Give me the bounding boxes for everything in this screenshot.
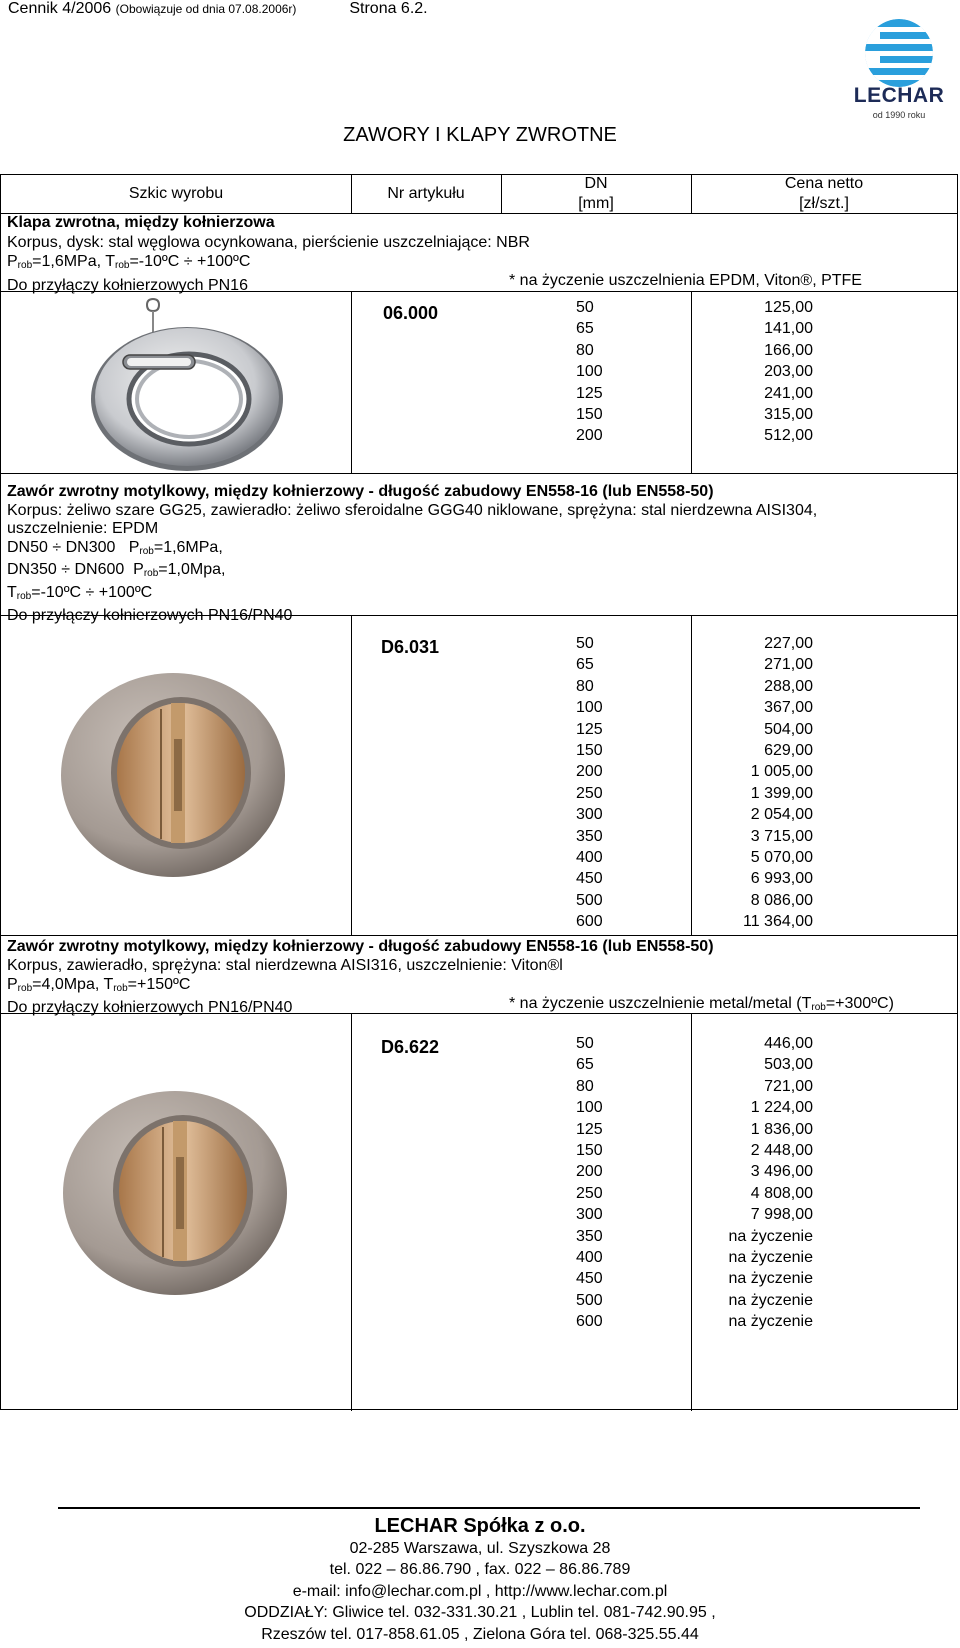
- price-value: 446,00: [764, 1035, 813, 1052]
- section-3-article-number: D6.622: [381, 1037, 440, 1057]
- lechar-logo: [846, 18, 952, 126]
- price-value: 721,00: [764, 1077, 813, 1095]
- price-value: 125,00: [764, 299, 813, 316]
- section-2-line3: DN50 ÷ DN300 $P_{rob}=1,6MPa$,: [7, 538, 223, 557]
- section-3-price-list: [683, 1033, 813, 1332]
- price-value: 1 399,00: [750, 784, 813, 802]
- section-2-heading: Zawór zwrotny motylkowy, między kołnierzowy - długość zabudowy EN558-16 (lub EN558-50): [7, 483, 714, 500]
- footer-branches-1: ODDZIAŁY: Gliwice tel. 032-331.30.21 , Lublin tel. 081-742.90.95 ,: [244, 1604, 716, 1621]
- section-1-article-number: 06.000: [383, 303, 439, 323]
- section-2-divider: [351, 615, 352, 935]
- col-header-article: Nr artykułu: [387, 185, 465, 202]
- section-2-rule: [1, 615, 957, 616]
- dn-value: 125: [576, 384, 603, 402]
- price-value: 5 070,00: [750, 848, 813, 866]
- col-header-price-line2: [zł/szt.]: [799, 195, 849, 212]
- dn-value: 250: [576, 784, 603, 802]
- dn-value: 65: [576, 656, 594, 674]
- footer-address: 02-285 Warszawa, ul. Szyszkowa 28: [349, 1539, 611, 1557]
- footer-rule: [58, 1507, 920, 1509]
- dn-value: 500: [576, 1291, 603, 1309]
- dual-plate-check-valve-image: [57, 669, 289, 881]
- price-value: 166,00: [764, 341, 813, 359]
- dn-value: 80: [576, 677, 594, 695]
- price-value: 11 364,00: [743, 913, 813, 931]
- section-3-line1: Korpus, zawieradło, sprężyna: stal nierdzewna AISI316, uszczelnienie: Viton®l: [7, 957, 563, 974]
- dn-value: 50: [576, 299, 594, 316]
- wafer-check-valve-image: [89, 295, 285, 471]
- dn-value: 250: [576, 1184, 603, 1202]
- dn-value: 600: [576, 1313, 603, 1331]
- logo-wordmark: LECHAR: [853, 84, 945, 107]
- section-1-description: [7, 213, 530, 295]
- dn-value: 450: [576, 870, 603, 888]
- dn-value: 100: [576, 363, 603, 381]
- section-3-line2: $P_{rob}=4,0Mpa$, $T_{rob}=+150ºC$: [7, 976, 191, 994]
- price-value: 2 054,00: [750, 806, 813, 824]
- price-value: 271,00: [764, 656, 813, 674]
- dn-value: 80: [576, 1077, 594, 1095]
- section-1-line1: Korpus, dysk: stal węglowa ocynkowana, pierścienie uszczelniające: NBR: [7, 233, 530, 251]
- dn-value: 100: [576, 699, 603, 717]
- price-value: 629,00: [764, 741, 813, 759]
- dn-value: 200: [576, 427, 603, 445]
- logo-graphic: [846, 18, 952, 88]
- col-header-price: [691, 174, 957, 214]
- price-value: 4 808,00: [750, 1184, 813, 1202]
- dn-value: 600: [576, 913, 603, 931]
- price-value: na życzenie: [728, 1291, 813, 1309]
- dn-value: 350: [576, 1227, 603, 1245]
- section-2-description: [7, 483, 817, 625]
- dn-value: 65: [576, 320, 594, 338]
- section-3-line3: Do przyłączy kołnierzowych PN16/PN40: [7, 999, 293, 1016]
- section-1-heading: Klapa zwrotna, między kołnierzowa: [7, 214, 275, 231]
- page-title: ZAWORY I KLAPY ZWROTNE: [343, 124, 617, 146]
- dn-value: 125: [576, 720, 603, 738]
- footer-phone: tel. 022 – 86.86.790 , fax. 022 – 86.86.789: [329, 1561, 631, 1578]
- section-3-heading: Zawór zwrotny motylkowy, między kołnierzowy - długość zabudowy EN558-16 (lub EN558-50): [7, 938, 714, 955]
- section-2-price-list: [683, 633, 813, 932]
- price-value: 2 448,00: [750, 1141, 813, 1159]
- price-value: 6 993,00: [750, 870, 813, 888]
- section-3-rule: [1, 1013, 957, 1014]
- price-value: 1 224,00: [750, 1099, 813, 1117]
- section-2-line4: DN350 ÷ DN600 $P_{rob}=1,0Mpa$,: [7, 561, 226, 580]
- dn-value: 300: [576, 806, 603, 824]
- dn-value: 300: [576, 1206, 603, 1224]
- section-3-dn-list: [576, 1033, 646, 1332]
- dn-value: 400: [576, 1248, 603, 1266]
- logo-since: od 1990 roku: [872, 110, 926, 120]
- price-value: 512,00: [764, 427, 813, 445]
- page-header: [8, 0, 428, 18]
- section-3-note: * na życzenie uszczelnienie metal/metal $(T_{rob}=+300ºC)$: [509, 995, 894, 1013]
- company-footer: [0, 1516, 960, 1645]
- price-value: 367,00: [764, 699, 813, 717]
- price-value: 315,00: [764, 405, 813, 423]
- dn-value: 350: [576, 827, 603, 845]
- price-value: 503,00: [764, 1056, 813, 1074]
- col-header-sketch: Szkic wyrobu: [128, 185, 224, 202]
- section-2-line5: $T_{rob}=-10ºC$ ÷ +100ºC: [7, 583, 153, 602]
- price-value: na życzenie: [728, 1248, 813, 1266]
- section-1-note: * na życzenie uszczelnienia EPDM, Viton®, PTFE: [509, 272, 862, 289]
- section-2-line1: Korpus: żeliwo szare GG25, zawieradło: żeliwo sferoidalne GGG40 niklowane, sprężyna: stal nierdzewna AISI304,: [7, 501, 818, 519]
- footer-branches-2: Rzeszów tel. 017-858.61.05 , Zielona Góra tel. 068-325.55.44: [261, 1625, 699, 1643]
- col-header-dn-line2: [mm]: [578, 195, 614, 212]
- section-2-rule: [1, 473, 957, 474]
- section-2-line6: Do przyłączy kołnierzowych PN16/PN40: [7, 606, 293, 624]
- validity-label: (Obowiązuje od dnia 07.08.2006r): [115, 2, 297, 16]
- price-value: 203,00: [764, 363, 813, 381]
- dn-value: 50: [576, 1035, 594, 1052]
- section-1-rule: [1, 291, 957, 292]
- price-value: na życzenie: [728, 1270, 813, 1288]
- price-value: 1 005,00: [750, 763, 813, 781]
- dn-value: 400: [576, 848, 603, 866]
- section-1-dn-list: [576, 297, 646, 447]
- dn-value: 125: [576, 1120, 603, 1138]
- price-value: na życzenie: [728, 1313, 813, 1331]
- price-value: 241,00: [764, 384, 813, 402]
- col-header-price-line1: Cena netto: [784, 175, 864, 192]
- price-value: 227,00: [764, 635, 813, 652]
- footer-email: e-mail: info@lechar.com.pl , http://www.lechar.com.pl: [292, 1582, 668, 1600]
- dn-value: 150: [576, 405, 603, 423]
- section-1-line3: Do przyłączy kołnierzowych PN16: [7, 276, 248, 294]
- price-table: [0, 174, 958, 1410]
- dn-value: 80: [576, 341, 594, 359]
- dn-value: 500: [576, 891, 603, 909]
- dn-value: 150: [576, 1141, 603, 1159]
- price-value: 141,00: [764, 320, 813, 338]
- price-value: 504,00: [764, 720, 813, 738]
- price-value: 3 715,00: [750, 827, 813, 845]
- col-header-dn: [501, 174, 691, 214]
- price-value: 7 998,00: [750, 1206, 813, 1224]
- pricelist-label: Cennik 4/2006: [8, 0, 112, 17]
- dn-value: 50: [576, 635, 594, 652]
- section-1-divider: [351, 291, 352, 473]
- price-value: 8 086,00: [750, 891, 813, 909]
- section-2-dn-list: [576, 633, 646, 932]
- section-3-rule: [1, 935, 957, 936]
- section-2-line2: uszczelnienie: EPDM: [7, 520, 159, 538]
- section-1-price-list: [683, 297, 813, 447]
- price-value: na życzenie: [728, 1227, 813, 1245]
- col-header-dn-line1: DN: [584, 175, 608, 192]
- page-number: Strona 6.2.: [349, 0, 428, 17]
- dn-value: 100: [576, 1099, 603, 1117]
- dn-value: 150: [576, 741, 603, 759]
- dn-value: 200: [576, 763, 603, 781]
- stainless-dual-plate-valve-image: [59, 1087, 291, 1299]
- dn-value: 450: [576, 1270, 603, 1288]
- section-2-article-number: D6.031: [381, 637, 440, 657]
- price-value: 3 496,00: [750, 1163, 813, 1181]
- section-1-line2: $P_{rob}=1,6MPa$, $T_{rob}=-10ºC$ ÷ +100ºC: [7, 253, 251, 271]
- price-value: 288,00: [764, 677, 813, 695]
- dn-value: 200: [576, 1163, 603, 1181]
- price-value: 1 836,00: [750, 1120, 813, 1138]
- section-3-divider: [351, 1013, 352, 1411]
- footer-company: LECHAR Spółka z o.o.: [374, 1515, 586, 1537]
- dn-value: 65: [576, 1056, 594, 1074]
